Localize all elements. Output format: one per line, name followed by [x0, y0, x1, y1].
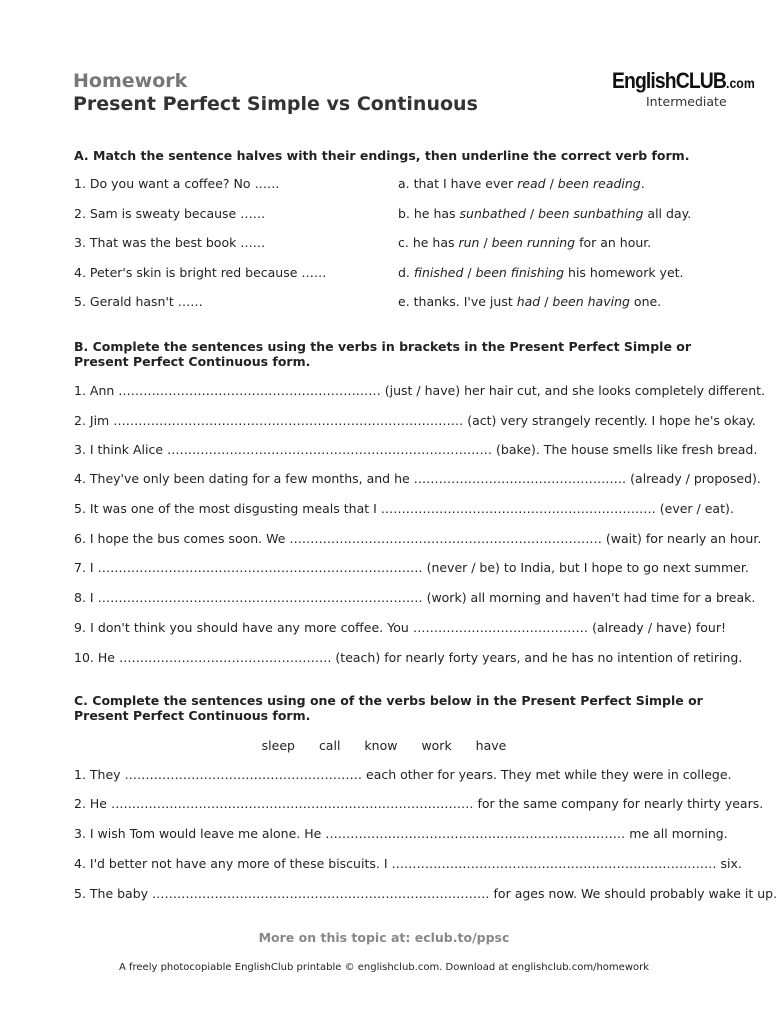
answer-blank: …………………………………………………………………	[289, 531, 602, 546]
footer-text: A freely photocopiable EnglishClub printable © englishclub.com. Download at englishclub.com/homework	[118, 962, 650, 973]
b-item-10	[74, 650, 743, 665]
c-item-1	[74, 767, 732, 782]
verb-option: read	[517, 176, 546, 191]
verb-option: been finishing	[475, 265, 565, 280]
sentence-end: (teach) for nearly forty years, and he has no intention of retiring.	[335, 650, 743, 665]
answer-blank: …………………………………………………	[124, 767, 363, 782]
verb-option: sunbathed	[459, 206, 526, 221]
sentence-end: me all morning.	[629, 826, 728, 841]
a-ending-b	[398, 206, 691, 221]
verb-option: been sunbathing	[538, 206, 644, 221]
a-beginning-4: 4. Peter's skin is bright red because ……	[74, 265, 327, 280]
b-item-9	[74, 620, 726, 635]
sentence-end: (never / be) to India, but I hope to go next summer.	[426, 560, 749, 575]
verb-word: have	[475, 738, 507, 753]
b-item-4	[74, 471, 761, 486]
a-ending-e	[398, 294, 661, 309]
ending-text: b. he has	[398, 206, 460, 221]
sentence-end: for ages now. We should probably wake it up.	[493, 886, 777, 901]
verb-word: work	[421, 738, 452, 753]
a-beginning-3: 3. That was the best book ……	[74, 235, 266, 250]
sentence-start: 3. I wish Tom would leave me alone. He	[74, 826, 322, 841]
section-a-instruction: A. Match the sentence halves with their endings, then underline the correct verb form.	[74, 148, 690, 163]
level-label: Intermediate	[646, 94, 727, 109]
c-item-4	[74, 856, 742, 871]
ending-text: his homework yet.	[564, 265, 684, 280]
b-item-8	[74, 590, 756, 605]
b-item-2	[74, 413, 756, 428]
sentence-end: (already / have) four!	[592, 620, 726, 635]
answer-blank: ………………………………………………………	[118, 383, 381, 398]
c-item-5	[74, 886, 777, 901]
answer-blank: ……………………………………	[412, 620, 588, 635]
sentence-start: 8. I	[74, 590, 94, 605]
b-item-3	[74, 442, 758, 457]
answer-blank: ………………………………………………………………	[325, 826, 626, 841]
a-beginning-1: 1. Do you want a coffee? No ……	[74, 176, 280, 191]
sentence-start: 4. They've only been dating for a few months, and he	[74, 471, 410, 486]
ending-text: .	[640, 176, 645, 191]
answer-blank: ……………………………………………	[118, 650, 332, 665]
sentence-end: each other for years. They met while they were in college.	[366, 767, 732, 782]
ending-text: e. thanks. I've just	[398, 294, 517, 309]
a-beginning-5: 5. Gerald hasn't ……	[74, 294, 203, 309]
englishclub-logo	[612, 68, 755, 94]
option-separator: /	[525, 206, 539, 221]
option-separator: /	[479, 235, 492, 250]
a-beginning-2: 2. Sam is sweaty because ……	[74, 206, 266, 221]
option-separator: /	[463, 265, 476, 280]
sentence-end: (wait) for nearly an hour.	[605, 531, 762, 546]
logo-suffix: .com	[726, 75, 755, 91]
b-item-7	[74, 560, 749, 575]
sentence-start: 5. It was one of the most disgusting meals that I	[74, 501, 377, 516]
homework-label: Homework	[73, 70, 188, 92]
ending-text: a. that I have ever	[398, 176, 518, 191]
sentence-end: (bake). The house smells like fresh bread.	[496, 442, 758, 457]
sentence-start: 3. I think Alice	[74, 442, 164, 457]
option-separator: /	[545, 176, 558, 191]
b-item-5	[74, 501, 734, 516]
sentence-end: for the same company for nearly thirty years.	[477, 796, 764, 811]
sentence-start: 2. He	[74, 796, 107, 811]
sentence-end: six.	[720, 856, 742, 871]
answer-blank: ………………………………………………………………………	[152, 886, 490, 901]
verb-option: been running	[491, 235, 576, 250]
sentence-start: 9. I don't think you should have any more coffee. You	[74, 620, 409, 635]
section-c-instruction: C. Complete the sentences using one of the verbs below in the Present Perfect Simple or Present Perfect Continuous form.	[74, 693, 703, 723]
answer-blank: ……………………………………………………………………	[97, 560, 423, 575]
answer-blank: ……………………………………………………………………	[391, 856, 717, 871]
verb-option: been reading	[557, 176, 641, 191]
sentence-start: 1. Ann	[74, 383, 115, 398]
answer-blank: ……………………………………………………………………………	[110, 796, 474, 811]
ending-text: one.	[629, 294, 662, 309]
b-item-1	[74, 383, 766, 398]
sentence-start: 4. I'd better not have any more of these biscuits. I	[74, 856, 388, 871]
sentence-start: 5. The baby	[74, 886, 149, 901]
ending-text: all day.	[643, 206, 692, 221]
verb-option: run	[458, 235, 480, 250]
verb-box	[0, 738, 768, 753]
answer-blank: ……………………………………………………………………	[97, 590, 423, 605]
sentence-start: 1. They	[74, 767, 121, 782]
answer-blank: ……………………………………………	[413, 471, 627, 486]
sentence-end: (act) very strangely recently. I hope he's okay.	[467, 413, 756, 428]
sentence-start: 2. Jim	[74, 413, 110, 428]
verb-word: call	[318, 738, 341, 753]
a-ending-c	[398, 235, 651, 250]
sentence-start: 6. I hope the bus comes soon. We	[74, 531, 286, 546]
ending-text: c. he has	[398, 235, 459, 250]
section-b-instruction: B. Complete the sentences using the verbs in brackets in the Present Perfect Simple or Present Perfect Continuous form.	[74, 339, 692, 369]
logo-main: EnglishCLUB	[612, 68, 727, 93]
c-item-3	[74, 826, 726, 841]
answer-blank: …………………………………………………………	[380, 501, 656, 516]
verb-option: been having	[552, 294, 630, 309]
ending-text: d.	[398, 265, 414, 280]
c-item-2	[74, 796, 764, 811]
sentence-end: (just / have) her hair cut, and she looks completely different.	[384, 383, 766, 398]
page-title: Present Perfect Simple vs Continuous	[73, 93, 478, 115]
sentence-end: (ever / eat).	[659, 501, 734, 516]
verb-option: finished	[413, 265, 464, 280]
verb-word: sleep	[261, 738, 295, 753]
b-item-6	[74, 531, 762, 546]
option-separator: /	[540, 294, 553, 309]
verb-option: had	[516, 294, 541, 309]
sentence-start: 10. He	[74, 650, 115, 665]
sentence-start: 7. I	[74, 560, 94, 575]
answer-blank: ……………………………………………………………………	[167, 442, 493, 457]
verb-word: know	[364, 738, 398, 753]
a-ending-a	[398, 176, 645, 191]
sentence-end: (work) all morning and haven't had time for a break.	[426, 590, 756, 605]
sentence-end: (already / proposed).	[630, 471, 761, 486]
more-info-link[interactable]: More on this topic at: eclub.to/ppsc	[258, 930, 510, 945]
answer-blank: …………………………………………………………………………	[113, 413, 464, 428]
a-ending-d	[398, 265, 684, 280]
ending-text: for an hour.	[575, 235, 652, 250]
